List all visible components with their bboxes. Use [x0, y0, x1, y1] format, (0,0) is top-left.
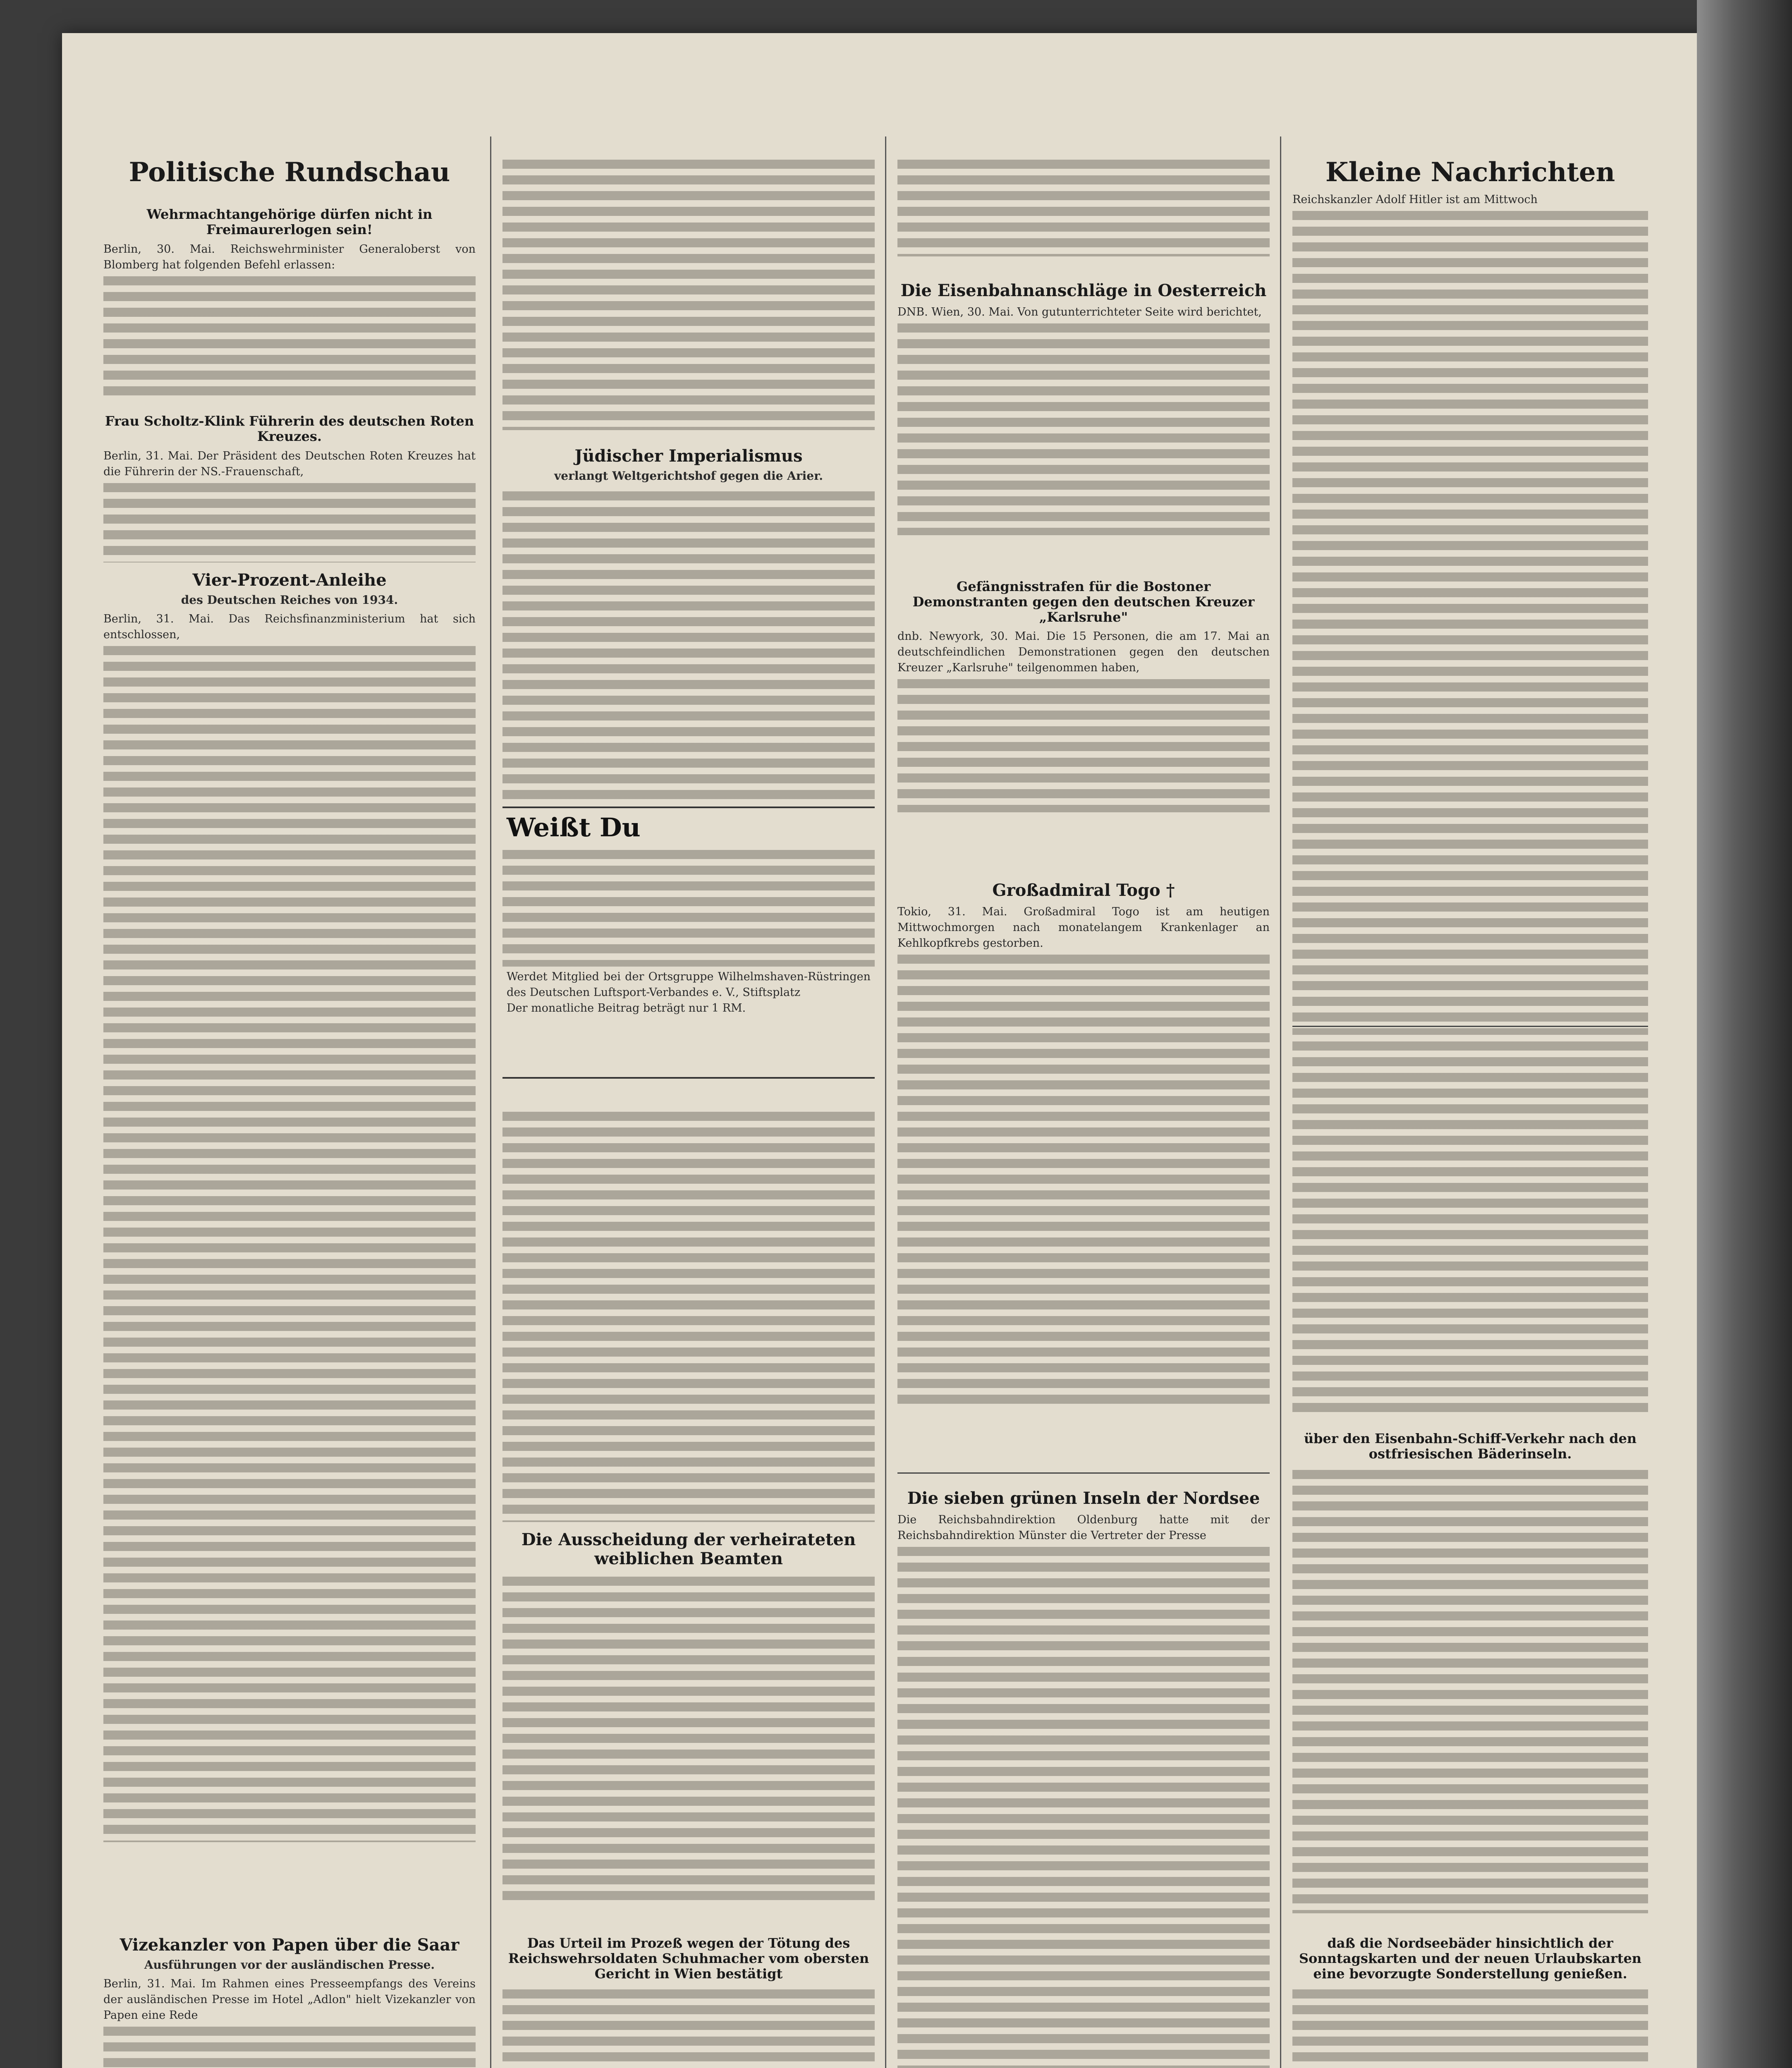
- column-4: [1292, 157, 1648, 2068]
- text-lines: [897, 676, 1270, 812]
- article-subheadline: verlangt Weltgerichtshof gegen die Arier.: [554, 469, 823, 483]
- section-divider: [897, 1472, 1270, 1474]
- text-lines: [1292, 1467, 1648, 1913]
- column-rule: [490, 136, 491, 2068]
- text-lines: [103, 2023, 476, 2068]
- article-headline: Die sieben grünen Inseln der Nordsee: [907, 1489, 1260, 1508]
- article-headline: Frau Scholtz-Klink Führerin des deutschen Roten Kreuzes.: [105, 413, 474, 444]
- column-3: [897, 157, 1270, 2068]
- article-headline: Die Ausscheidung der verheirateten weiblichen Beamten: [521, 1530, 856, 1568]
- text-lines: [502, 157, 875, 430]
- section-masthead: Kleine Nachrichten: [1325, 157, 1615, 188]
- article-headline: Großadmiral Togo †: [992, 881, 1175, 900]
- text-lines: [103, 273, 476, 397]
- column-rule: [885, 136, 886, 2068]
- article-headline: über den Eisenbahn-Schiff-Verkehr nach den ostfriesischen Bäderinseln.: [1304, 1431, 1637, 1462]
- article-headline: Vier-Prozent-Anleihe: [192, 570, 387, 590]
- article-headline: Wehrmachtangehörige dürfen nicht in Freimaurerlogen sein!: [146, 206, 433, 237]
- book-binding-edge: [1697, 0, 1792, 2068]
- article-body: DNB. Wien, 30. Mai. Von gutunterrichteter Seite wird berichtet,: [897, 306, 1262, 318]
- text-lines: [1292, 1038, 1648, 1419]
- text-lines: [897, 157, 1270, 256]
- box-member-text: Werdet Mitglied bei der Ortsgruppe Wilhelmshaven-Rüstringen des Deutschen Luftsport-Verbandes e. V., Stiftsplatz: [507, 970, 871, 999]
- article-headline: Die Eisenbahnanschläge in Oesterreich: [900, 281, 1267, 300]
- text-lines: [897, 1544, 1270, 2068]
- box-fee-text: Der monatliche Beitrag beträgt nur 1 RM.: [507, 1002, 746, 1015]
- article-body: dnb. Newyork, 30. Mai. Die 15 Personen, die am 17. Mai an deutschfeindlichen Demonstrationen gegen den deutschen Kreuzer „Karlsruhe" teilgenommen haben,: [897, 630, 1270, 675]
- text-lines: [502, 1986, 875, 2068]
- article-body: Berlin, 31. Mai. Der Präsident des Deutschen Roten Kreuzes hat die Führerin der NS.-Frauenschaft,: [103, 449, 476, 478]
- newspaper-page: [62, 33, 1741, 2068]
- article-body: Berlin, 31. Mai. Im Rahmen eines Presseempfangs des Vereins der ausländischen Presse im Hotel „Adlon" hielt Vizekanzler von Papen eine Rede: [103, 1977, 476, 2022]
- column-2: [502, 157, 875, 2068]
- text-lines: [502, 1108, 875, 1522]
- info-box: [502, 807, 875, 1079]
- article-body: Berlin, 30. Mai. Reichswehrminister Generaloberst von Blomberg hat folgenden Befehl erlassen:: [103, 242, 476, 271]
- text-lines: [502, 1573, 875, 1904]
- article-headline: Das Urteil im Prozeß wegen der Tötung des Reichswehrsoldaten Schuhmacher vom obersten Gericht in Wien bestätigt: [508, 1935, 869, 1982]
- box-headline: Weißt Du: [507, 812, 641, 843]
- section-masthead: Politische Rundschau: [129, 157, 450, 188]
- article-headline: Jüdischer Imperialismus: [574, 446, 803, 466]
- text-lines: [103, 480, 476, 562]
- text-lines: [502, 488, 875, 802]
- article-headline: daß die Nordseebäder hinsichtlich der Sonntagskarten und der neuen Urlaubskarten eine bevorzugte Sonderstellung genießen.: [1299, 1935, 1642, 1982]
- article-body: Berlin, 31. Mai. Das Reichsfinanzministerium hat sich entschlossen,: [103, 612, 476, 641]
- article-body: Reichskanzler Adolf Hitler ist am Mittwoch: [1292, 193, 1538, 206]
- article-headline: Gefängnisstrafen für die Bostoner Demonstranten gegen den deutschen Kreuzer „Karlsruhe": [912, 579, 1255, 625]
- text-lines: [103, 643, 476, 1842]
- text-lines: [1292, 208, 1648, 1035]
- article-subheadline: des Deutschen Reiches von 1934.: [181, 593, 398, 607]
- text-lines: [502, 847, 875, 967]
- column-rule: [1280, 136, 1281, 2068]
- text-lines: [1292, 1986, 1648, 2068]
- article-headline: Vizekanzler von Papen über die Saar: [120, 1935, 459, 1955]
- article-body: Die Reichsbahndirektion Oldenburg hatte mit der Reichsbahndirektion Münster die Vertreter der Presse: [897, 1513, 1270, 1542]
- article-subheadline: Ausführungen vor der ausländischen Presse.: [144, 1958, 435, 1972]
- text-lines: [897, 951, 1270, 1406]
- section-divider: [1292, 1026, 1648, 1027]
- column-1: [103, 157, 476, 2068]
- text-lines: [897, 320, 1270, 535]
- article-body: Tokio, 31. Mai. Großadmiral Togo ist am heutigen Mittwochmorgen nach monatelangem Krankenlager an Kehlkopfkrebs gestorben.: [897, 905, 1270, 950]
